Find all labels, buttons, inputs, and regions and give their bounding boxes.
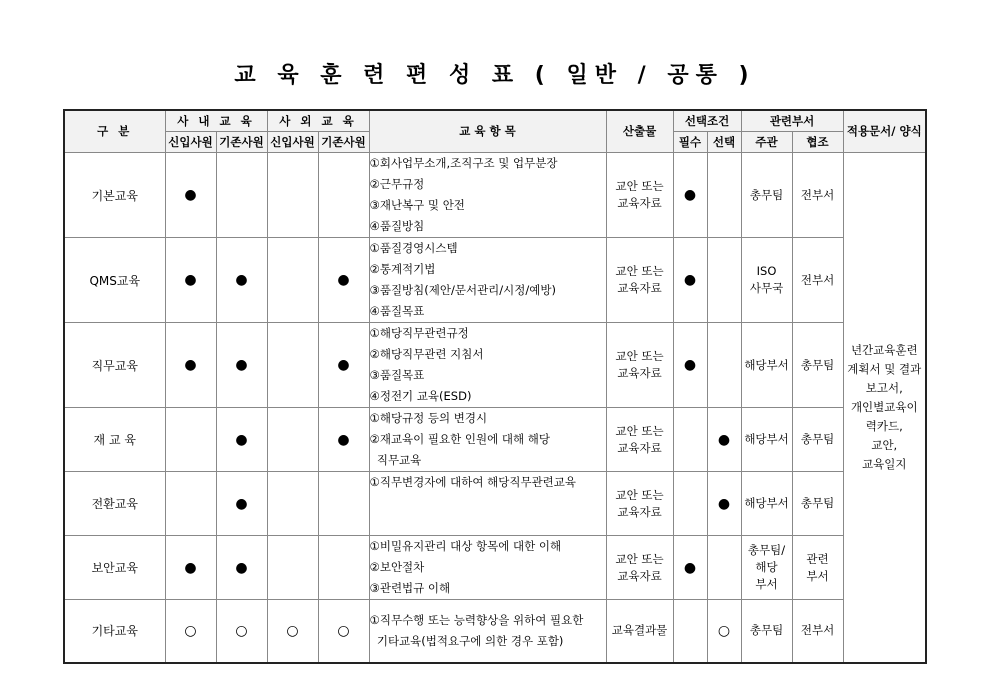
lead-line: 사무국	[749, 281, 784, 295]
output-line: 교안 또는	[615, 179, 664, 193]
output-line: 교육자료	[617, 504, 662, 519]
coop-line: 총무팀	[800, 357, 835, 372]
mark-ext-new	[267, 472, 318, 536]
row-items	[369, 600, 606, 663]
mark-ext-exist	[318, 472, 369, 536]
header-ext-existing: 기존사원	[318, 132, 369, 153]
row-output	[606, 600, 673, 663]
item-line: ①직무수행 또는 능력향상을 위하여 필요한	[369, 612, 584, 627]
item-line: ④품질목표	[369, 304, 425, 318]
output-line: 교안 또는	[615, 349, 664, 363]
lead-line: 총무팀/	[747, 543, 786, 557]
row-lead-dept	[741, 472, 792, 536]
row-lead-dept	[741, 536, 792, 600]
row-lead-dept	[741, 153, 792, 238]
row-lead-dept	[741, 323, 792, 408]
row-items	[369, 153, 606, 238]
mark-optional	[707, 323, 741, 408]
row-coop-dept	[792, 238, 843, 323]
mark-ext-exist: ●	[318, 238, 369, 323]
mark-int-new: ●	[165, 153, 216, 238]
item-line: ①직무변경자에 대하여 해당직무관련교육	[369, 475, 577, 489]
row-category: 재 교 육	[64, 408, 165, 472]
table-row	[64, 408, 926, 472]
mark-int-new	[165, 408, 216, 472]
document-line: 개인별교육이	[850, 399, 918, 414]
table-row	[64, 238, 926, 323]
document-line: 교안,	[871, 437, 898, 452]
page-title: 교 육 훈 련 편 성 표 ( 일반 / 공통 )	[234, 63, 756, 88]
coop-line: 관련	[806, 551, 829, 566]
document-line: 력카드,	[865, 418, 903, 433]
row-output	[606, 536, 673, 600]
row-output	[606, 323, 673, 408]
mark-ext-exist	[318, 536, 369, 600]
lead-line: 총무팀	[749, 187, 784, 202]
coop-line: 전부서	[800, 187, 835, 202]
row-output	[606, 238, 673, 323]
document-line: 교육일지	[862, 456, 907, 471]
row-items	[369, 536, 606, 600]
mark-int-exist: ●	[216, 408, 267, 472]
mark-ext-exist: ●	[318, 408, 369, 472]
item-line: 기타교육(법적요구에 의한 경우 포함)	[369, 633, 564, 648]
item-line: ①회사업무소개,조직구조 및 업무분장	[369, 156, 558, 170]
item-line: ②근무규정	[369, 177, 425, 191]
output-line: 교육자료	[617, 281, 662, 295]
lead-line: 총무팀	[749, 623, 784, 638]
mark-required	[673, 600, 707, 663]
coop-line: 총무팀	[800, 432, 835, 446]
coop-line: 전부서	[800, 623, 835, 638]
lead-line: 부서	[755, 577, 778, 591]
row-coop-dept	[792, 472, 843, 536]
row-output	[606, 153, 673, 238]
item-line: ③관련법규 이해	[369, 581, 451, 595]
output-line: 교안 또는	[615, 551, 664, 566]
mark-optional: ●	[707, 408, 741, 472]
mark-ext-exist: ●	[318, 323, 369, 408]
output-line: 교안 또는	[615, 264, 664, 278]
table-row	[64, 323, 926, 408]
row-output	[606, 472, 673, 536]
mark-int-exist: ○	[216, 600, 267, 663]
row-items	[369, 238, 606, 323]
mark-required: ●	[673, 153, 707, 238]
header-required: 필수	[673, 132, 707, 153]
mark-required: ●	[673, 536, 707, 600]
coop-line: 총무팀	[800, 496, 835, 510]
mark-int-exist: ●	[216, 536, 267, 600]
mark-ext-new	[267, 408, 318, 472]
row-items	[369, 472, 606, 536]
row-items	[369, 323, 606, 408]
document-line: 보고서,	[865, 380, 903, 395]
item-line: ②재교육이 필요한 인원에 대해 해당	[369, 432, 550, 446]
table-row	[64, 153, 926, 238]
header-ext-new: 신입사원	[267, 132, 318, 153]
coop-line: 전부서	[800, 272, 835, 287]
row-category: 직무교육	[64, 323, 165, 408]
row-category: 기타교육	[64, 600, 165, 663]
mark-int-exist	[216, 153, 267, 238]
row-coop-dept	[792, 600, 843, 663]
output-line: 교육결과물	[611, 623, 668, 638]
header-optional: 선택	[707, 132, 741, 153]
lead-line: 해당	[755, 560, 778, 574]
mark-required: ●	[673, 323, 707, 408]
document-line: 계획서 및 결과	[847, 361, 922, 376]
mark-int-exist: ●	[216, 323, 267, 408]
item-line: ①해당직무관련규정	[369, 326, 469, 340]
row-items	[369, 408, 606, 472]
item-line: ①품질경영시스템	[369, 241, 458, 255]
document-line: 년간교육훈련	[850, 342, 918, 357]
item-line: ④품질방침	[369, 219, 425, 233]
header-related-dept: 관련부서	[741, 110, 843, 132]
row-coop-dept	[792, 408, 843, 472]
row-coop-dept	[792, 536, 843, 600]
row-lead-dept	[741, 408, 792, 472]
mark-required: ●	[673, 238, 707, 323]
mark-ext-new	[267, 323, 318, 408]
header-int-existing: 기존사원	[216, 132, 267, 153]
output-line: 교안 또는	[615, 423, 664, 438]
lead-line: ISO	[756, 264, 777, 278]
mark-optional: ○	[707, 600, 741, 663]
table-row	[64, 600, 926, 663]
item-line: ③품질방침(제안/문서관리/시정/예방)	[369, 283, 556, 297]
header-category: 구 분	[64, 110, 165, 153]
table-row	[64, 472, 926, 536]
item-line: ③재난복구 및 안전	[369, 198, 465, 212]
output-line: 교안 또는	[615, 487, 664, 502]
row-output	[606, 408, 673, 472]
header-lead: 주관	[741, 132, 792, 153]
output-line: 교육자료	[617, 366, 662, 380]
row-category: 전환교육	[64, 472, 165, 536]
item-line: ①비밀유지관리 대상 항목에 대한 이해	[369, 539, 562, 553]
row-category: 보안교육	[64, 536, 165, 600]
header-selection: 선택조건	[673, 110, 741, 132]
mark-int-new: ○	[165, 600, 216, 663]
mark-int-new: ●	[165, 323, 216, 408]
mark-int-exist: ●	[216, 238, 267, 323]
row-category: 기본교육	[64, 153, 165, 238]
mark-ext-exist	[318, 153, 369, 238]
training-schedule-table	[63, 109, 927, 664]
mark-ext-exist: ○	[318, 600, 369, 663]
mark-required	[673, 408, 707, 472]
row-category: QMS교육	[64, 238, 165, 323]
row-lead-dept	[741, 600, 792, 663]
output-line: 교육자료	[617, 196, 662, 210]
lead-line: 해당부서	[744, 496, 789, 510]
row-coop-dept	[792, 323, 843, 408]
header-output: 산출물	[606, 110, 673, 153]
output-line: 교육자료	[617, 440, 662, 455]
header-external: 사 외 교 육	[267, 110, 369, 132]
lead-line: 해당부서	[744, 357, 789, 372]
item-line: ④정전기 교육(ESD)	[369, 389, 472, 403]
item-line: 직무교육	[369, 453, 422, 467]
header-internal: 사 내 교 육	[165, 110, 267, 132]
mark-ext-new	[267, 536, 318, 600]
item-line: ③품질목표	[369, 368, 425, 382]
mark-optional: ●	[707, 472, 741, 536]
row-coop-dept	[792, 153, 843, 238]
coop-line: 부서	[806, 568, 829, 583]
mark-int-new: ●	[165, 536, 216, 600]
output-line: 교육자료	[617, 568, 662, 583]
item-line: ②보안절차	[369, 560, 425, 574]
mark-ext-new	[267, 153, 318, 238]
mark-ext-new: ○	[267, 600, 318, 663]
mark-ext-new	[267, 238, 318, 323]
mark-int-new	[165, 472, 216, 536]
item-line: ②통계적기법	[369, 262, 436, 276]
table-row	[64, 536, 926, 600]
header-documents: 적용문서/ 양식	[843, 110, 926, 153]
applicable-documents	[843, 153, 926, 663]
mark-optional	[707, 153, 741, 238]
mark-int-new: ●	[165, 238, 216, 323]
lead-line: 해당부서	[744, 432, 789, 446]
mark-int-exist: ●	[216, 472, 267, 536]
row-lead-dept	[741, 238, 792, 323]
mark-optional	[707, 238, 741, 323]
table-body	[64, 153, 926, 663]
header-items: 교 육 항 목	[369, 110, 606, 153]
mark-optional	[707, 536, 741, 600]
header-coop: 협조	[792, 132, 843, 153]
mark-required	[673, 472, 707, 536]
header-int-new: 신입사원	[165, 132, 216, 153]
item-line: ①해당규정 등의 변경시	[369, 411, 488, 425]
item-line: ②해당직무관련 지침서	[369, 347, 484, 361]
